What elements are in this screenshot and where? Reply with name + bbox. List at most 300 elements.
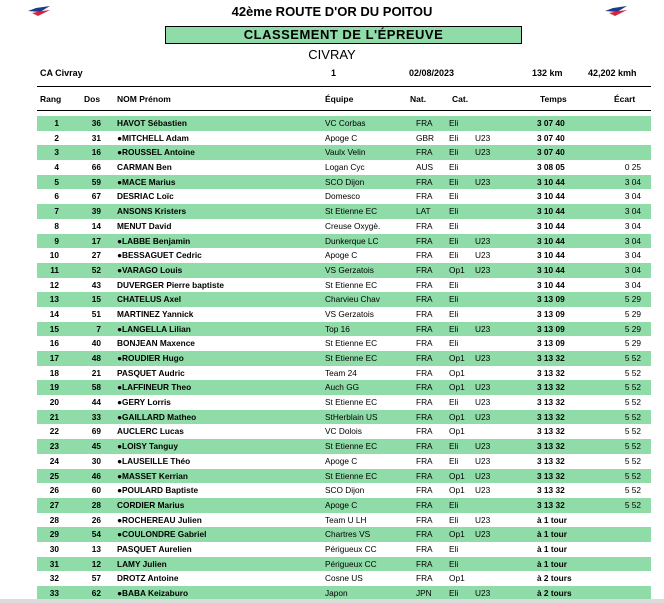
cell-team: St Etienne EC — [325, 470, 378, 481]
cell-dos: 51 — [91, 308, 101, 319]
cell-dos: 7 — [96, 323, 101, 334]
cell-dos: 36 — [91, 118, 101, 128]
cell-nat: FRA — [416, 367, 433, 378]
cell-name: ●BESSAGUET Cedric — [117, 250, 202, 261]
cell-dos: 26 — [91, 514, 101, 525]
cell-name: ●POULARD Baptiste — [117, 485, 199, 496]
cell-nat: FRA — [416, 455, 433, 466]
cell-name: ●LOISY Tanguy — [117, 441, 178, 452]
cell-cat2: U23 — [475, 353, 491, 363]
cell-team: Apoge C — [325, 499, 358, 510]
cell-rang: 26 — [49, 485, 59, 496]
cell-cat: Op1 — [449, 264, 465, 275]
cell-cat2: U23 — [475, 411, 491, 422]
cell-gap: 0 25 — [624, 162, 641, 173]
cell-rang: 5 — [54, 176, 59, 187]
cell-dos: 12 — [91, 558, 101, 569]
cell-time: 3 13 09 — [537, 338, 565, 349]
cell-cat: Eli — [449, 397, 459, 408]
table-row — [37, 527, 651, 542]
cell-nat: FRA — [416, 279, 433, 290]
cell-rang: 13 — [49, 294, 59, 305]
table-row — [37, 557, 651, 572]
cell-time: 3 13 09 — [537, 308, 565, 319]
cell-dos: 45 — [91, 441, 101, 452]
cell-rang: 33 — [49, 588, 59, 598]
cell-name: BONJEAN Maxence — [117, 338, 195, 349]
cell-nat: GBR — [416, 132, 434, 143]
cell-time: 3 10 44 — [537, 264, 565, 275]
cell-time: 3 10 44 — [537, 206, 565, 217]
cell-cat: Eli — [449, 250, 459, 261]
cell-team: St Etienne EC — [325, 338, 378, 349]
table-row — [37, 234, 651, 249]
table-row — [37, 131, 651, 146]
table-row — [37, 336, 651, 351]
cell-dos: 66 — [91, 162, 101, 173]
cell-time: 3 08 05 — [537, 162, 565, 173]
cell-time: 3 13 32 — [537, 426, 565, 437]
cell-team: Auch GG — [325, 382, 360, 393]
cell-rang: 17 — [49, 353, 59, 363]
cell-team: Apoge C — [325, 132, 358, 143]
cell-nat: FRA — [416, 485, 433, 496]
cell-gap: 5 52 — [624, 455, 641, 466]
table-row — [37, 483, 651, 498]
cell-name: ●LAUSEILLE Théo — [117, 455, 191, 466]
cell-cat: Eli — [449, 514, 459, 525]
cell-nat: FRA — [416, 441, 433, 452]
cell-gap: 5 52 — [624, 382, 641, 393]
cell-gap: 5 29 — [624, 308, 641, 319]
cell-dos: 17 — [91, 235, 101, 246]
cell-gap: 3 04 — [624, 279, 641, 290]
table-row — [37, 322, 651, 337]
cell-nat: JPN — [416, 588, 432, 598]
cell-team: St Etienne EC — [325, 353, 378, 363]
cell-gap: 5 52 — [624, 367, 641, 378]
cell-rang: 23 — [49, 441, 59, 452]
cell-dos: 33 — [91, 411, 101, 422]
cell-time: 3 13 32 — [537, 397, 565, 408]
table-row — [37, 219, 651, 234]
table-row — [37, 542, 651, 557]
cell-name: MENUT David — [117, 220, 172, 231]
cell-gap: 5 52 — [624, 353, 641, 363]
stage-number: 1 — [331, 68, 337, 78]
cell-time: à 1 tour — [537, 558, 567, 569]
cell-time: à 1 tour — [537, 529, 567, 540]
cell-cat: Eli — [449, 441, 459, 452]
cell-team: SCO Dijon — [325, 176, 365, 187]
cell-cat2: U23 — [475, 470, 491, 481]
average-speed: 42,202 kmh — [588, 68, 637, 78]
cell-cat: Eli — [449, 558, 459, 569]
cell-rang: 31 — [49, 558, 59, 569]
cell-dos: 54 — [91, 529, 101, 540]
table-row — [37, 263, 651, 278]
cell-nat: FRA — [416, 118, 433, 128]
cell-dos: 27 — [91, 250, 101, 261]
cell-nat: FRA — [416, 411, 433, 422]
cell-nat: FRA — [416, 250, 433, 261]
cell-gap: 5 29 — [624, 294, 641, 305]
table-row — [37, 498, 651, 513]
cell-dos: 48 — [91, 353, 101, 363]
cell-nat: FRA — [416, 499, 433, 510]
header-rule-top — [37, 86, 651, 87]
cell-rang: 3 — [54, 147, 59, 158]
cell-cat2: U23 — [475, 382, 491, 393]
cell-time: 3 10 44 — [537, 279, 565, 290]
cell-rang: 4 — [54, 162, 59, 173]
table-row — [37, 513, 651, 528]
cell-name: HAVOT Sébastien — [117, 118, 187, 128]
cell-gap: 3 04 — [624, 250, 641, 261]
cell-dos: 52 — [91, 264, 101, 275]
col-dos: Dos — [84, 94, 101, 104]
cell-dos: 21 — [91, 367, 101, 378]
cell-rang: 2 — [54, 132, 59, 143]
col-time: Temps — [540, 94, 567, 104]
cell-time: à 2 tours — [537, 573, 572, 584]
cell-name: ●LANGELLA Lilian — [117, 323, 191, 334]
cell-team: Chartres VS — [325, 529, 371, 540]
cell-time: 3 13 32 — [537, 382, 565, 393]
cell-dos: 15 — [91, 294, 101, 305]
cell-rang: 25 — [49, 470, 59, 481]
table-row — [37, 380, 651, 395]
cell-cat2: U23 — [475, 235, 491, 246]
cell-rang: 27 — [49, 499, 59, 510]
cell-gap: 5 52 — [624, 470, 641, 481]
organizer-club: CA Civray — [40, 68, 83, 78]
cell-name: PASQUET Aurelien — [117, 543, 192, 554]
cell-rang: 20 — [49, 397, 59, 408]
cell-gap: 5 52 — [624, 397, 641, 408]
cell-dos: 31 — [91, 132, 101, 143]
cell-gap: 3 04 — [624, 176, 641, 187]
cell-gap: 5 52 — [624, 441, 641, 452]
table-row — [37, 145, 651, 160]
cell-cat: Op1 — [449, 529, 465, 540]
cell-cat2: U23 — [475, 176, 491, 187]
cell-cat: Op1 — [449, 367, 465, 378]
cell-rang: 19 — [49, 382, 59, 393]
cell-team: Japon — [325, 588, 348, 598]
cell-name: ●MITCHELL Adam — [117, 132, 189, 143]
stage-city: CIVRAY — [308, 47, 356, 62]
cell-cat: Op1 — [449, 426, 465, 437]
table-row — [37, 410, 651, 425]
cell-dos: 58 — [91, 382, 101, 393]
table-row — [37, 454, 651, 469]
cell-team: Apoge C — [325, 250, 358, 261]
cell-dos: 14 — [91, 220, 101, 231]
cell-nat: FRA — [416, 220, 433, 231]
cell-cat: Eli — [449, 118, 459, 128]
cell-gap: 3 04 — [624, 264, 641, 275]
cell-dos: 67 — [91, 191, 101, 202]
cell-team: StHerblain US — [325, 411, 378, 422]
cell-cat2: U23 — [475, 485, 491, 496]
cell-cat: Op1 — [449, 382, 465, 393]
cell-nat: FRA — [416, 176, 433, 187]
cell-team: SCO Dijon — [325, 485, 365, 496]
cell-cat2: U23 — [475, 588, 491, 598]
cell-cat: Eli — [449, 162, 459, 173]
cell-nat: FRA — [416, 558, 433, 569]
cell-dos: 40 — [91, 338, 101, 349]
cell-cat: Eli — [449, 455, 459, 466]
cell-time: à 2 tours — [537, 588, 572, 598]
col-team: Équipe — [325, 94, 354, 104]
cell-team: Domesco — [325, 191, 361, 202]
cell-cat: Eli — [449, 176, 459, 187]
cell-name: ●COULONDRE Gabriel — [117, 529, 207, 540]
cell-name: ●MACE Marius — [117, 176, 176, 187]
cell-time: 3 10 44 — [537, 220, 565, 231]
cell-cat2: U23 — [475, 250, 491, 261]
table-row — [37, 160, 651, 175]
cell-team: Apoge C — [325, 455, 358, 466]
cell-time: 3 13 09 — [537, 323, 565, 334]
table-row — [37, 307, 651, 322]
cell-time: 3 13 32 — [537, 353, 565, 363]
cell-name: MARTINEZ Yannick — [117, 308, 194, 319]
cell-rang: 14 — [49, 308, 59, 319]
cell-cat: Op1 — [449, 485, 465, 496]
cell-rang: 1 — [54, 118, 59, 128]
cell-rang: 11 — [50, 264, 59, 275]
cell-team: Périgueux CC — [325, 543, 377, 554]
cell-cat: Op1 — [449, 353, 465, 363]
cell-gap: 5 29 — [624, 338, 641, 349]
cell-nat: FRA — [416, 147, 433, 158]
cell-rang: 9 — [54, 235, 59, 246]
cell-dos: 44 — [91, 397, 101, 408]
cell-rang: 10 — [49, 250, 59, 261]
cell-team: Team U LH — [325, 514, 367, 525]
table-row — [37, 204, 651, 219]
cell-rang: 32 — [49, 573, 59, 584]
cell-dos: 62 — [91, 588, 101, 598]
cell-cat: Eli — [449, 323, 459, 334]
cell-nat: FRA — [416, 382, 433, 393]
col-gap: Écart — [614, 94, 636, 104]
cell-cat2: U23 — [475, 264, 491, 275]
cell-gap: 5 52 — [624, 499, 641, 510]
cell-dos: 69 — [91, 426, 101, 437]
cell-rang: 24 — [49, 455, 59, 466]
cell-time: 3 13 32 — [537, 367, 565, 378]
cell-nat: FRA — [416, 308, 433, 319]
col-cat: Cat. — [452, 94, 469, 104]
cell-cat: Eli — [449, 206, 459, 217]
cell-dos: 30 — [91, 455, 101, 466]
cell-rang: 18 — [49, 367, 59, 378]
cell-team: Cosne US — [325, 573, 363, 584]
cell-name: ●MASSET Kerrian — [117, 470, 188, 481]
cell-dos: 39 — [91, 206, 101, 217]
table-row — [37, 278, 651, 293]
cell-cat: Eli — [449, 308, 459, 319]
table-row — [37, 571, 651, 586]
cell-name: CHATELUS Axel — [117, 294, 182, 305]
classification-banner: CLASSEMENT DE L'ÉPREUVE — [165, 26, 522, 44]
cell-team: Dunkerque LC — [325, 235, 379, 246]
cell-name: ●GAILLARD Matheo — [117, 411, 197, 422]
cell-rang: 21 — [49, 411, 59, 422]
cell-nat: FRA — [416, 543, 433, 554]
cell-rang: 28 — [49, 514, 59, 525]
cell-nat: FRA — [416, 191, 433, 202]
table-row — [37, 175, 651, 190]
cell-team: St Etienne EC — [325, 206, 378, 217]
table-row — [37, 351, 651, 366]
cell-dos: 46 — [91, 470, 101, 481]
cell-name: ●BABA Keizaburo — [117, 588, 189, 598]
cell-name: ●GERY Lorris — [117, 397, 171, 408]
race-distance: 132 km — [532, 68, 563, 78]
cell-cat: Eli — [449, 294, 459, 305]
cell-time: 3 07 40 — [537, 132, 565, 143]
cell-cat: Eli — [449, 147, 459, 158]
cell-name: CORDIER Marius — [117, 499, 185, 510]
cell-name: DROTZ Antoine — [117, 573, 179, 584]
cell-time: 3 13 32 — [537, 485, 565, 496]
cell-cat: Eli — [449, 338, 459, 349]
col-rang: Rang — [40, 94, 62, 104]
cell-nat: FRA — [416, 264, 433, 275]
cell-team: VC Dolois — [325, 426, 362, 437]
cell-cat: Eli — [449, 235, 459, 246]
cell-time: 3 13 09 — [537, 294, 565, 305]
cell-time: à 1 tour — [537, 514, 567, 525]
cell-time: 3 10 44 — [537, 250, 565, 261]
cell-team: VS Gerzatois — [325, 308, 374, 319]
cell-dos: 59 — [91, 176, 101, 187]
cell-name: DUVERGER Pierre baptiste — [117, 279, 224, 290]
col-name: NOM Prénom — [117, 94, 171, 104]
cell-team: VS Gerzatois — [325, 264, 374, 275]
cell-nat: FRA — [416, 323, 433, 334]
cell-time: 3 13 32 — [537, 441, 565, 452]
cell-name: AUCLERC Lucas — [117, 426, 184, 437]
cell-dos: 28 — [91, 499, 101, 510]
cell-team: Creuse Oxygè. — [325, 220, 381, 231]
cell-team: St Etienne EC — [325, 397, 378, 408]
cell-time: 3 13 32 — [537, 470, 565, 481]
cell-time: 3 10 44 — [537, 191, 565, 202]
cell-team: Périgueux CC — [325, 558, 377, 569]
cell-nat: FRA — [416, 235, 433, 246]
cell-rang: 29 — [49, 529, 59, 540]
cell-rang: 6 — [54, 191, 59, 202]
cell-time: 3 10 44 — [537, 176, 565, 187]
horizontal-scrollbar[interactable] — [0, 599, 664, 603]
cell-gap: 5 52 — [624, 485, 641, 496]
cell-name: LAMY Julien — [117, 558, 167, 569]
cell-rang: 22 — [49, 426, 59, 437]
table-row — [37, 439, 651, 454]
cell-cat2: U23 — [475, 132, 491, 143]
cell-rang: 8 — [54, 220, 59, 231]
cell-time: 3 10 44 — [537, 235, 565, 246]
cell-team: VC Corbas — [325, 118, 366, 128]
cell-rang: 12 — [49, 279, 59, 290]
cell-nat: FRA — [416, 426, 433, 437]
cell-dos: 16 — [91, 147, 101, 158]
cell-cat2: U23 — [475, 455, 491, 466]
cell-name: ●ROCHEREAU Julien — [117, 514, 202, 525]
cell-name: ●ROUDIER Hugo — [117, 353, 184, 363]
cell-name: DESRIAC Loïc — [117, 191, 174, 202]
cell-dos: 13 — [91, 543, 101, 554]
race-date: 02/08/2023 — [409, 68, 455, 78]
cell-dos: 60 — [91, 485, 101, 496]
cell-cat: Eli — [449, 191, 459, 202]
cell-nat: FRA — [416, 294, 433, 305]
cell-nat: FRA — [416, 338, 433, 349]
cell-nat: LAT — [416, 206, 431, 217]
cell-name: ●VARAGO Louis — [117, 264, 183, 275]
cell-name: ●LAFFINEUR Theo — [117, 382, 192, 393]
cell-cat: Eli — [449, 220, 459, 231]
cell-cat2: U23 — [475, 529, 491, 540]
cell-cat: Eli — [449, 588, 459, 598]
cell-cat: Eli — [449, 132, 459, 143]
cell-team: Vaulx Velin — [325, 147, 366, 158]
cell-nat: FRA — [416, 397, 433, 408]
table-row — [37, 116, 651, 131]
table-row — [37, 248, 651, 263]
col-nat: Nat. — [410, 94, 427, 104]
cell-cat2: U23 — [475, 323, 491, 334]
cell-team: St Etienne EC — [325, 279, 378, 290]
cell-cat: Op1 — [449, 470, 465, 481]
cell-time: 3 13 32 — [537, 411, 565, 422]
cell-nat: FRA — [416, 573, 433, 584]
race-title: 42ème ROUTE D'OR DU POITOU — [231, 4, 433, 19]
table-row — [37, 189, 651, 204]
cell-team: Logan Cyc — [325, 162, 365, 173]
cell-team: Charvieu Chav — [325, 294, 380, 305]
cell-team: Team 24 — [325, 367, 357, 378]
cell-time: 3 07 40 — [537, 118, 565, 128]
cell-cat: Eli — [449, 279, 459, 290]
cell-gap: 5 29 — [624, 323, 641, 334]
cell-cat: Eli — [449, 543, 459, 554]
cell-dos: 57 — [91, 573, 101, 584]
cell-cat: Op1 — [449, 411, 465, 422]
table-row — [37, 366, 651, 381]
cell-cat2: U23 — [475, 147, 491, 158]
cell-gap: 5 52 — [624, 426, 641, 437]
cell-time: 3 13 32 — [537, 499, 565, 510]
table-row — [37, 395, 651, 410]
cell-rang: 30 — [49, 543, 59, 554]
cell-time: à 1 tour — [537, 543, 567, 554]
cell-time: 3 07 40 — [537, 147, 565, 158]
cell-cat: Eli — [449, 499, 459, 510]
cell-cat2: U23 — [475, 514, 491, 525]
table-row — [37, 292, 651, 307]
cell-gap: 3 04 — [624, 220, 641, 231]
cell-name: PASQUET Audric — [117, 367, 185, 378]
cell-gap: 3 04 — [624, 235, 641, 246]
cell-rang: 7 — [54, 206, 59, 217]
